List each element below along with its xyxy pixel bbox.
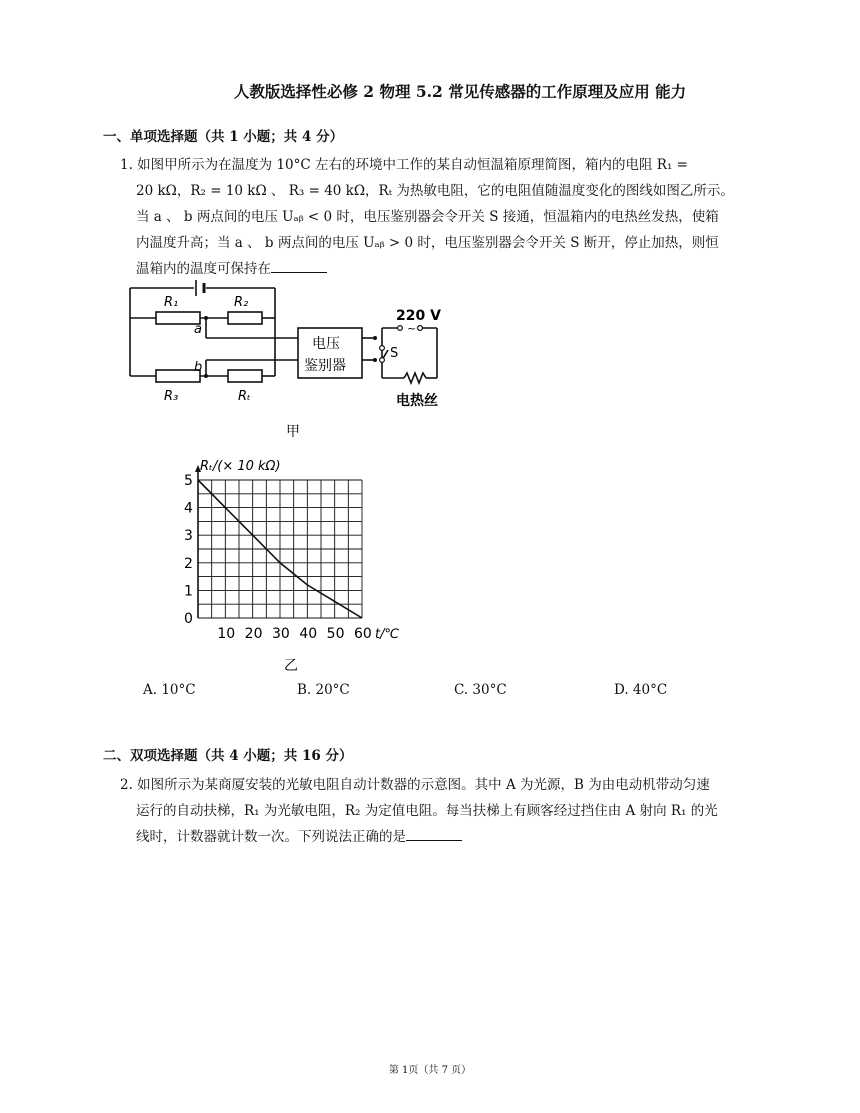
label-rt: Rₜ (238, 389, 251, 404)
x-tick-label: 60 (354, 626, 372, 642)
resistor-r2 (228, 312, 262, 324)
section-2-heading: 二、双项选择题（共 4 小题；共 16 分） (103, 748, 353, 764)
y-tick-label: 3 (184, 528, 193, 545)
q2-line-1: 2. 如图所示为某商厦安装的光敏电阻自动计数器的示意图。其中 A 为光源，B 为由电动机带动匀速 (120, 777, 710, 793)
resistance-temperature-chart (170, 448, 430, 673)
node-a-label: a (194, 322, 202, 337)
option-d[interactable]: D. 40°C (614, 682, 668, 698)
answer-blank[interactable] (271, 260, 327, 273)
node-b-label: b (194, 360, 203, 375)
x-tick-label: 10 (217, 626, 236, 642)
figure-b-caption: 乙 (284, 658, 298, 673)
x-tick-label: 20 (244, 626, 263, 642)
q2-line-3 (136, 825, 462, 845)
q1-line-3: 当 a 、 b 两点间的电压 Uₐᵦ < 0 时，电压鉴别器会令开关 S 接通，恒温箱内的电热丝发热，使箱 (136, 209, 719, 225)
detector-label-1: 电压 (312, 336, 340, 352)
label-r1: R₁ (164, 295, 179, 310)
ac-symbol: ~ (407, 322, 417, 335)
answer-blank-2[interactable] (406, 828, 462, 841)
q1-line-1: 1. 如图甲所示为在温度为 10°C 左右的环境中工作的某自动恒温箱原理简图，箱内的电阻 R₁ = (120, 157, 688, 173)
q1-line-5 (136, 257, 327, 277)
x-tick-label: 50 (326, 626, 345, 642)
y-tick-label: 4 (184, 500, 193, 517)
circuit-diagram (120, 278, 460, 448)
q1-line-2: 20 kΩ，R₂ = 10 kΩ 、 R₃ = 40 kΩ，Rₜ 为热敏电阻，它的电阻值随温度变化的图线如图乙所示。 (136, 183, 734, 199)
option-b[interactable]: B. 20°C (297, 682, 350, 698)
switch-label: S (390, 346, 399, 361)
y-tick-label: 2 (184, 555, 193, 572)
voltage-label: 220 V (396, 308, 441, 324)
label-r2: R₂ (234, 295, 249, 310)
option-c[interactable]: C. 30°C (454, 682, 507, 698)
document-title: 人教版选择性必修 2 物理 5.2 常见传感器的工作原理及应用 能力 (233, 82, 687, 101)
figure-a-caption: 甲 (286, 424, 300, 440)
label-r3: R₃ (164, 389, 179, 404)
y-tick-label: 1 (184, 583, 193, 600)
page-footer: 第 1页（共 7 页） (388, 1065, 472, 1076)
section-1-heading: 一、单项选择题（共 1 小题；共 4 分） (103, 129, 344, 145)
x-tick-label: 30 (272, 626, 290, 642)
y-axis-label: Rₜ/(× 10 kΩ) (200, 459, 281, 474)
q1-line-4: 内温度升高；当 a 、 b 两点间的电压 Uₐᵦ > 0 时，电压鉴别器会令开关 S 断开，停止加热，则恒 (136, 235, 719, 251)
q2-line-3-text: 线时，计数器就计数一次。下列说法正确的是 (136, 829, 406, 845)
detector-label-2: 鉴别器 (304, 358, 346, 374)
x-tick-label: 40 (299, 626, 318, 642)
y-tick-label: 5 (184, 473, 193, 489)
x-axis-label: t/℃ (375, 627, 400, 642)
option-a[interactable]: A. 10°C (143, 682, 196, 698)
resistor-rt (228, 370, 262, 382)
q1-line-5-text: 温箱内的温度可保持在 (136, 261, 271, 277)
q2-line-2: 运行的自动扶梯，R₁ 为光敏电阻，R₂ 为定值电阻。每当扶梯上有顾客经过挡住由 A 射向 R₁ 的光 (136, 803, 718, 819)
y-tick-label: 0 (184, 611, 193, 627)
heater-label: 电热丝 (396, 393, 438, 409)
